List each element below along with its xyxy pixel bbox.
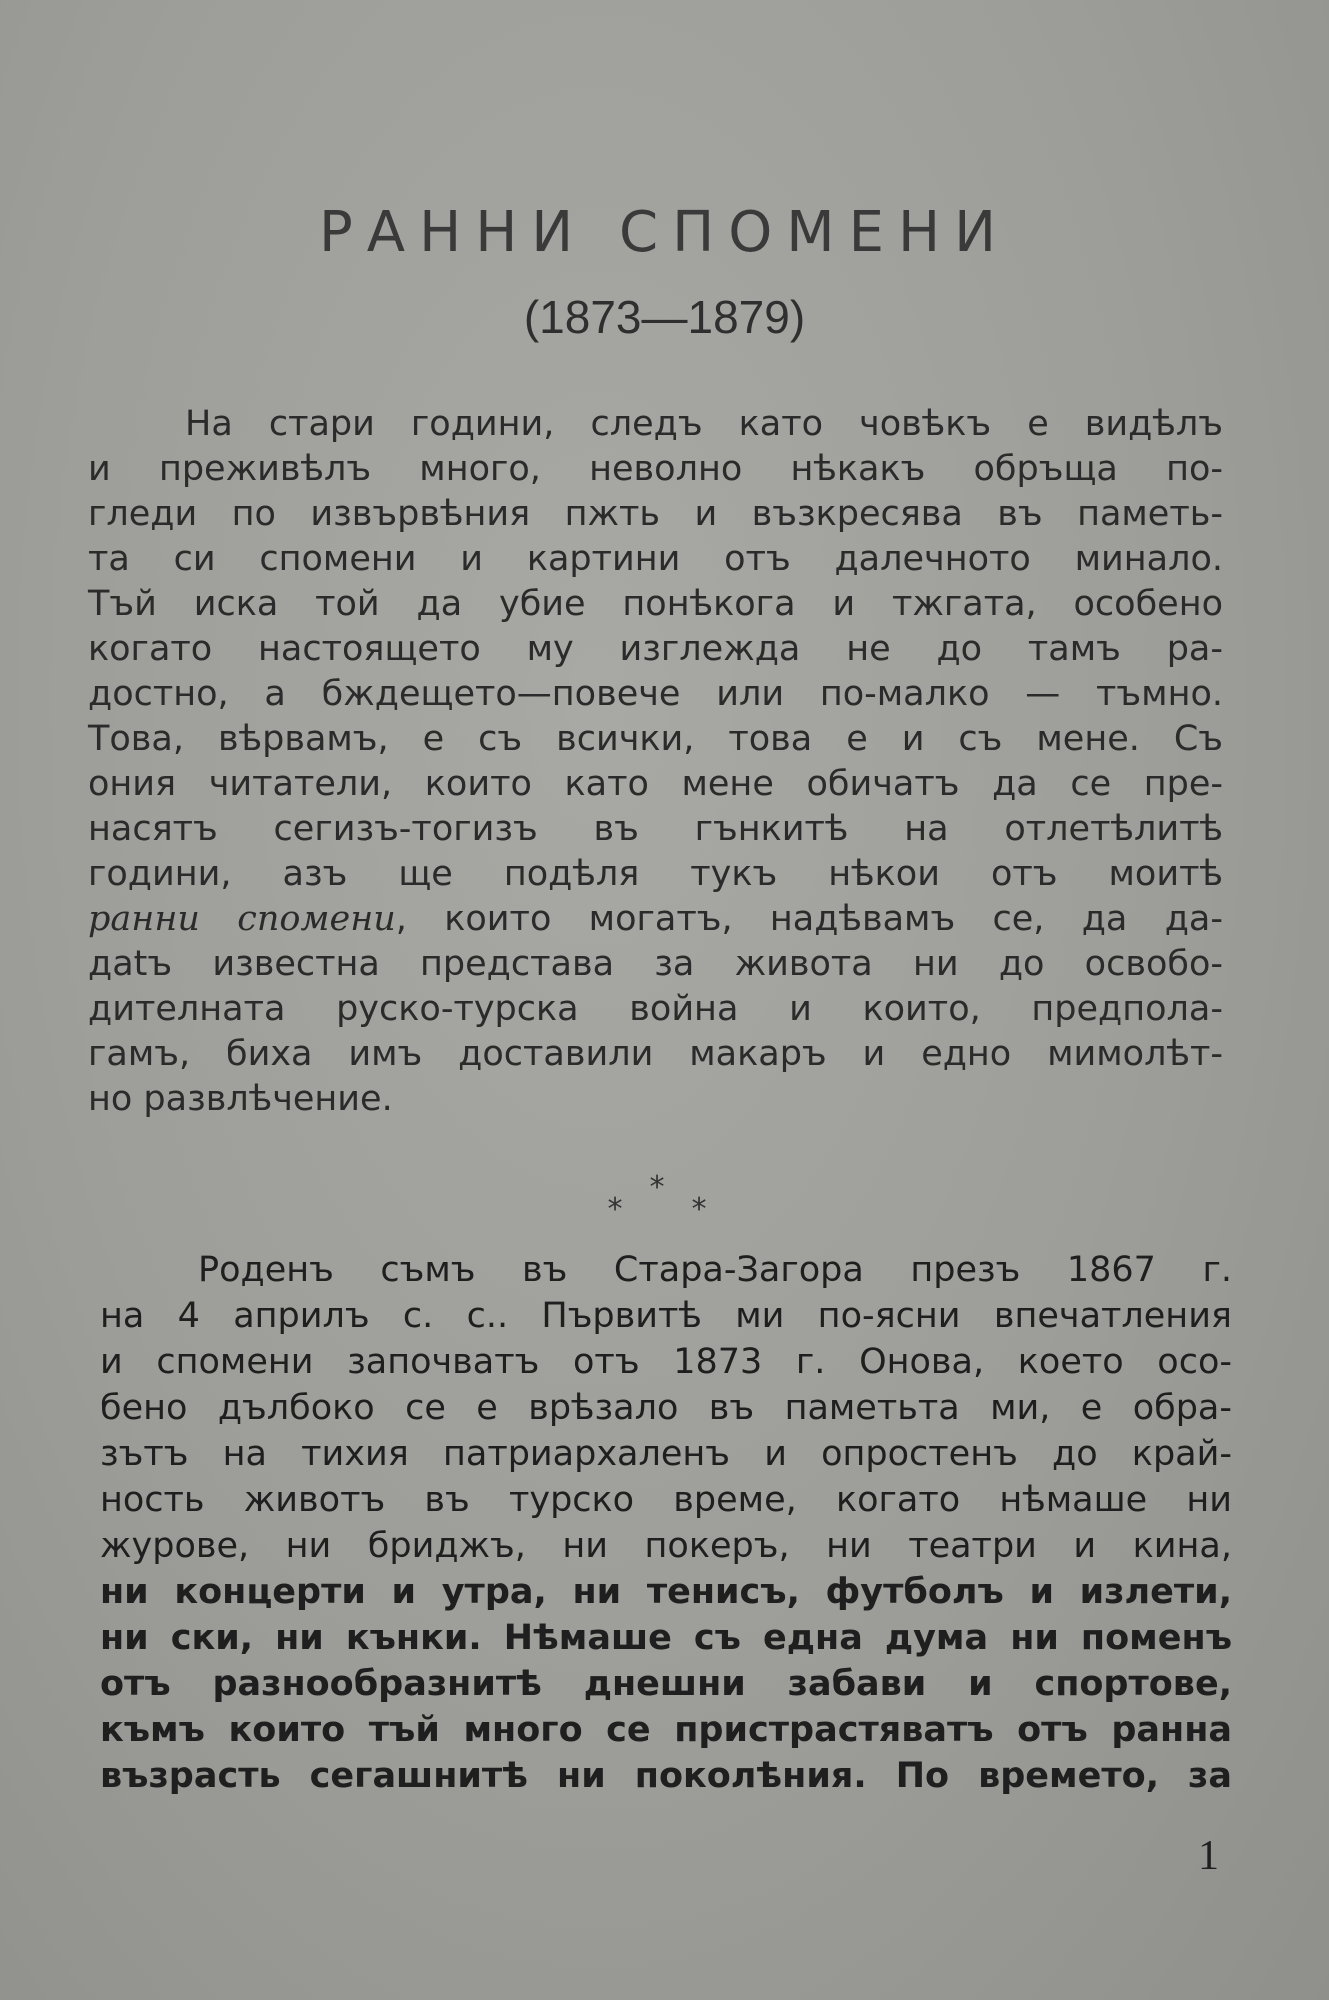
text-line: и спомени започватъ отъ 1873 г. Онова, което осо- <box>100 1342 1232 1382</box>
text-line: възрасть сегашнитѣ ни поколѣния. По времето, за <box>100 1756 1232 1796</box>
text-line: къмъ които тъй много се пристрастяватъ отъ ранна <box>100 1710 1232 1750</box>
text-line: ония читатели, които като мене обичатъ да се пре- <box>88 764 1223 804</box>
chapter-years: (1873—1879) <box>523 291 806 343</box>
text-line: гамъ, биха имъ доставили макаръ и едно мимолѣт- <box>88 1034 1223 1074</box>
text-line: Роденъ съмъ въ Стара-Загора презъ 1867 г. <box>198 1250 1232 1290</box>
text-line: ность животъ въ турско време, когато нѣмаше ни <box>100 1480 1232 1520</box>
page-number: 1 <box>1198 1833 1219 1879</box>
text-line: дatъ известна представа за живота ни до освобо- <box>88 944 1223 984</box>
text-line: та си спомени и картини отъ далечното минало. <box>88 539 1223 579</box>
italic-phrase: ранни спомени <box>88 899 396 939</box>
text-line: когато настоящето му изглежда не до тамъ ра- <box>88 629 1223 669</box>
chapter-title: РАННИ СПОМЕНИ <box>319 200 1010 265</box>
separator-star: * <box>606 1192 625 1227</box>
text-line: На стари години, следъ като човѣкъ е видѣлъ <box>185 404 1223 444</box>
text-line: ни ски, ни кънки. Нѣмаше съ една дума ни поменъ <box>100 1618 1232 1658</box>
text-line: бено дълбоко се е врѣзало въ паметьта ми, е обра- <box>100 1388 1232 1428</box>
text-segment: , които могатъ, надѣвамъ се, да да- <box>395 899 1223 939</box>
text-line: отъ разнообразнитѣ днешни забави и спортове, <box>100 1664 1232 1704</box>
separator-star: * <box>690 1192 709 1227</box>
text-line: и преживѣлъ много, неволно нѣкакъ обръща по- <box>88 449 1223 489</box>
section-separator <box>600 1170 720 1230</box>
text-line: години, азъ ще подѣля тукъ нѣкои отъ моитѣ <box>88 854 1223 894</box>
text-line: зътъ на тихия патриархаленъ и опростенъ до край- <box>100 1434 1232 1474</box>
text-line: ни концерти и утра, ни тенисъ, футболъ и излети, <box>100 1572 1232 1612</box>
text-line: на 4 априлъ с. с.. Първитѣ ми по-ясни впечатления <box>100 1296 1232 1336</box>
text-line: журове, ни бриджъ, ни покеръ, ни театри и кина, <box>100 1526 1232 1566</box>
separator-star: * <box>648 1170 667 1205</box>
text-line: насятъ сегизъ-тогизъ въ гънкитѣ на отлетѣлитѣ <box>88 809 1223 849</box>
text-line: гледи по извървѣния пжть и възкресява въ паметь- <box>88 494 1223 534</box>
text-line: достно, а бждещето—повече или по-малко — тъмно. <box>88 674 1223 714</box>
text-line: Тъй иска той да убие понѣкога и тжгата, особено <box>88 584 1223 624</box>
text-line <box>88 897 1223 941</box>
text-line: дителната руско-турска война и които, предпола- <box>88 989 1223 1029</box>
text-line: но развлѣчение. <box>88 1079 393 1119</box>
text-line: Това, вѣрвамъ, е съ всички, това е и съ мене. Съ <box>88 719 1223 759</box>
